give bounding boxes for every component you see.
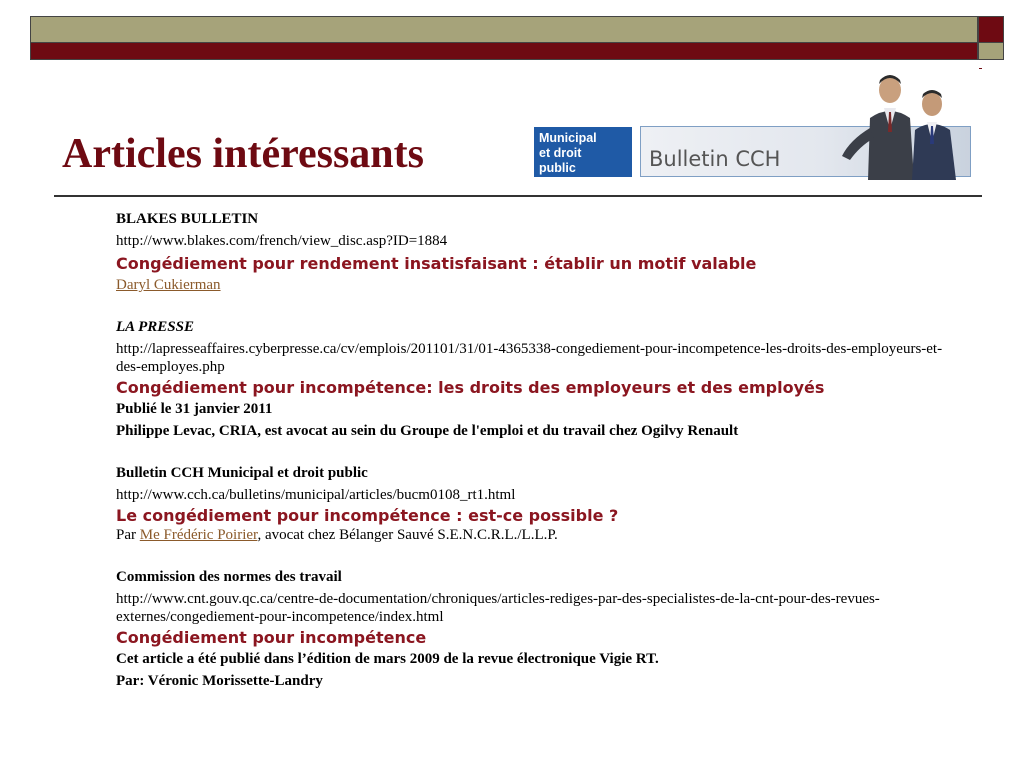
article-url: http://www.blakes.com/french/view_disc.asp?ID=1884	[116, 233, 448, 249]
article-headline: Le congédiement pour incompétence : est-ce possible ?	[116, 506, 619, 525]
corner-tick	[979, 68, 982, 69]
article-url: http://www.cch.ca/bulletins/municipal/articles/bucm0108_rt1.html	[116, 487, 516, 503]
author-link[interactable]: Daryl Cukierman	[116, 277, 221, 293]
author-info: Philippe Levac, CRIA, est avocat au sein du Groupe de l'emploi et du travail chez Ogilvy Renault	[116, 423, 739, 439]
source-label: BLAKES BULLETIN	[116, 211, 259, 227]
author-suffix: , avocat chez Bélanger Sauvé S.E.N.C.R.L./L.L.P.	[257, 527, 558, 543]
bulletin-cch-text: Bulletin CCH	[649, 147, 781, 171]
header-corner-box	[978, 16, 1004, 60]
article-url: http://lapresseaffaires.cyberpresse.ca/cv/emplois/201101/31/01-4365338-congediement-pour-incompetence-les-droits-des-employeurs-et-des-employes.php	[116, 341, 943, 375]
author-info	[116, 526, 946, 544]
municipal-logo-line3: public	[539, 161, 576, 175]
article-blakes	[116, 210, 946, 294]
municipal-logo	[534, 127, 632, 177]
header-olive-band	[31, 17, 977, 43]
corner-olive-band	[979, 43, 1003, 59]
title-divider	[54, 195, 982, 197]
articles-list	[116, 210, 946, 694]
source-label: Commission des normes des travail	[116, 569, 342, 585]
publish-date: Publié le 31 janvier 2011	[116, 401, 273, 417]
businessmen-photo-icon	[820, 70, 980, 180]
municipal-logo-line2: et droit	[539, 146, 582, 160]
slide-title: Articles intéressants	[62, 131, 424, 177]
author-prefix: Par	[116, 527, 140, 543]
author-info: Par: Véronic Morissette-Landry	[116, 673, 323, 689]
source-label: LA PRESSE	[116, 319, 194, 335]
publication-note: Cet article a été publié dans l’édition de mars 2009 de la revue électronique Vigie RT.	[116, 651, 659, 667]
article-cnt	[116, 568, 946, 690]
municipal-logo-line1: Municipal	[539, 131, 597, 145]
corner-maroon-band	[979, 17, 1003, 43]
article-headline: Congédiement pour incompétence: les droits des employeurs et des employés	[116, 378, 825, 397]
article-cch	[116, 464, 946, 544]
article-headline: Congédiement pour incompétence	[116, 628, 427, 647]
article-url: http://www.cnt.gouv.qc.ca/centre-de-documentation/chroniques/articles-rediges-par-des-specialistes-de-la-cnt-pour-des-revues-externes/congediement-pour-incompetence/index.html	[116, 591, 880, 625]
header-decor-bar	[30, 16, 978, 60]
author-link[interactable]: Me Frédéric Poirier	[139, 527, 258, 543]
article-headline: Congédiement pour rendement insatisfaisant : établir un motif valable	[116, 254, 757, 273]
header-maroon-band	[31, 43, 977, 59]
article-lapresse	[116, 318, 946, 440]
source-label: Bulletin CCH Municipal et droit public	[116, 465, 368, 481]
